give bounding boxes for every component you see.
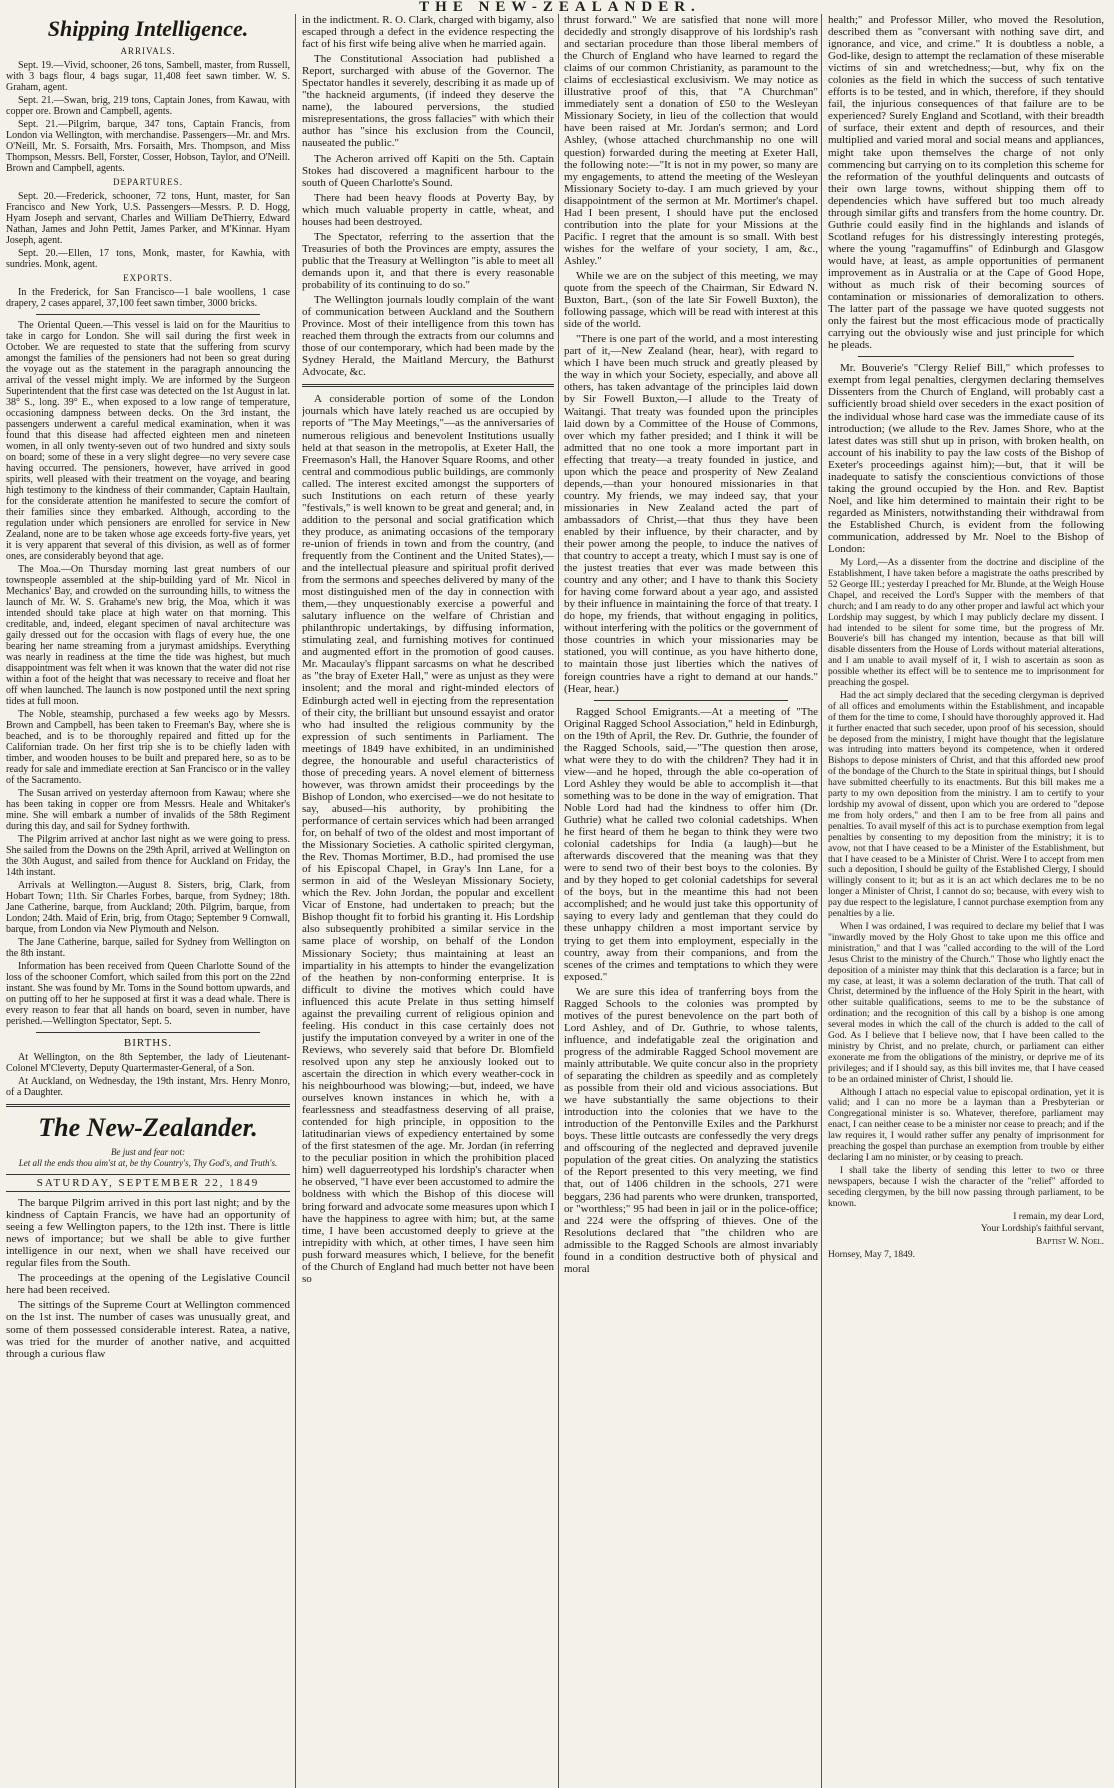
divider — [6, 1104, 290, 1107]
news-item-susan: The Susan arrived on yesterday afternoon from Kawau; where she has been taking in copper ore from Messrs. Heale and Whitaker's mine. She will embark a number of invalids of the 58th Regiment during this day, and sail for Sydney forthwith. — [6, 788, 290, 832]
letter-paragraph: Although I attach no especial value to episcopal ordination, yet it is valid; and I can no more be a layman than a Presbyterian or Congregational minister is so. Whatever, therefore, parliament may enact, I can neither cease to be a minister nor cease to preach; and if the law requires it, I would rather suffer any penalty of imprisonment for preaching the gospel than purchase an exemption from trouble by either declaring I am no minister, or by ceasing to preach. — [828, 1087, 1104, 1163]
page-header: THE NEW-ZEALANDER. — [419, 0, 701, 14]
letter-body — [828, 558, 1104, 1261]
letter-closing: Your Lordship's faithful servant, — [980, 1224, 1104, 1235]
article-paragraph: health;" and Professor Miller, who moved the Resolution, described them as "conversant with nothing save dirt, and ignorance, and vice, and crime." It is doubtless a noble, a God-like, design to attempt the reclamation of these miserable victims of sin and wretchedness;—but, why fix on the colonies as the field in which the success of such tentative efforts is to be tested, and in which, therefore, if they should fail, the injurious consequences of that failure are to be experienced? Surely England and Scotland, with their breadth of surface, their extent and depth of resources, and their multiplied and varied moral and social means and appliances, might take upon themselves the charge of not only commencing but carrying on to its completion this scheme for the reformation of the youthful delinquents and outcasts of their own large towns, without shipping them off to dependencies which have suffered but too much already through similar gifts and transfers from the home country. Dr. Guthrie could easily find in the highlands and islands of Scotland refuges for his distressingly interesting protegés, where the young "ragamuffins" of Edinburgh and Glasgow would have, at least, as ample opportunities of permanent improvement as in Australia or at the Cape of Good Hope, without as much risk of their becoming sources of contamination or missionaries of demoralization to others. The latter part of the passage we have quoted suggests not only the fairest but the most efficacious mode of practically carrying out the obviously wise and just principle for which he pleads. — [828, 14, 1104, 352]
divider — [36, 314, 260, 315]
editorial-paragraph: The sittings of the Supreme Court at Wellington commenced on the 1st inst. The number of cases was unusually great, and some of them possessed considerable interest. Ratea, a native, was tried for the murder of another native, and acquitted through a curious flaw — [6, 1299, 290, 1360]
article-may-meetings: A considerable portion of some of the London journals which have lately reached us are occupied by reports of "The May Meetings,"—as the anniversaries of numerous religious and benevolent Institutions usually held at that season in the metropolis, at Exeter Hall, the Freemason's Hall, the Hanover Square Rooms, and other central and commodious public buildings, are commonly called. The interest excited amongst the supporters of such Institutions on each return of these yearly "festivals," is well known to be great and general; and, in addition to the personal and social gratification which they produce, as animating occasions of the temporary re-union of friends in town and from the country, (and frequently from the Continent and the United States),—and the intellectual pleasure and spiritual profit derived from the sermons and speeches delivered by many of the most distinguished men of the day in connection with them,—they unquestionably exercise a powerful and salutary influence on the welfare of Christian and philanthropic undertakings, by diffusing information, stimulating zeal, and furnishing motives for continued and augmented effort in the promotion of good causes. Mr. Macaulay's flippant sarcasms on what he described as "the bray of Exeter Hall," were as unjust as they were insolent; and the moral and right-minded electors of Edinburgh acted well in ejecting from the representation of their city, the brilliant but unsound essayist and orator who had insulted the religious community by the expression of such sentiments in Parliament. The meetings of 1849 have exhibited, in an undiminished degree, the honourable and useful characteristics of those of preceding years. A novel element of bitterness however, was thrown amidst their proceedings by the Bishop of London, who exercised—we do not hesitate to say, abused—his authority, by prohibiting the performance of certain services which had been arranged for, on behalf of two of the oldest and most important of the Missionary Societies. A catholic spirited clergyman, the Rev. Thomas Mortimer, B.D., had promised the use of his Episcopal Chapel, in Gray's Inn Lane, for a sermon in aid of the Wesleyan Missionary Society, which the Rev. John Jordan, the popular and excellent Vicar of Enstone, had undertaken to preach; but the Bishop thought fit to forbid his granting it. His Lordship also subsequently prohibited a similar service in the same place of worship, on behalf of the London Missionary Society; thus maintaining at least an impartiality in his attempts to hinder the evangelization of the heathen by non-conforming enterprise. It is difficult to divine the motives which could have influenced this acute Prelate in thus setting himself against the prevailing current of religious opinion and feeling. His conduct in this case certainly does not justify the imputation conveyed by a writer in one of the Reviews, who severely said that before Dr. Blomfield resolved upon any step he anxiously looked out to ascertain the direction in which every weather-cock in his neighbourhood was blowing;—but, indeed, we have ourselves known instances in which he, with a fearlessness and steadfastness deserving of all praise, contended for high principle, in opposition to the latitudinarian views of expediency entertained by some of the first statesmen of the age. Mr. Jordan (in referring to the peculiar position in which the prohibition placed him) well daguerreotyped his lordship's character when he observed, "I have ever been accustomed to admire the boldness with which the Bishop of this diocese will bring forward and advocate some measures upon which I have the happiness to agree with him; but, at the same time, I have been accustomed deeply to grieve at the intrepidity with which, at other times, I have seen him push forward measures which, I believe, for the benefit of the Church of England had much better not have been so — [302, 393, 554, 1285]
article-paragraph: The Spectator, referring to the assertion that the Treasuries of both the Provinces are empty, assures the public that the Treasury at Wellington "is able to meet all demands upon it, and that there is every reasonable probability of its continuing to do so." — [302, 230, 554, 291]
letter-signature: Baptist W. Noel. — [1036, 1237, 1104, 1248]
departures-heading: DEPARTURES. — [113, 177, 183, 187]
dateline: SATURDAY, SEPTEMBER 22, 1849 — [6, 1174, 290, 1192]
article-clergy-relief: Mr. Bouverie's "Clergy Relief Bill," which professes to exempt from legal penalties, clergymen declaring themselves Dissenters from the Church of England, will probably cast a sufficiently broad shield over seceders in the exact position of the individual whose hard case was the immediate cause of its introduction; (we allude to the Rev. James Shore, who at the latest dates was still shut up in prison, with broken health, on account of his inability to pay the law costs of the Bishop of Exeter's proceedings against him);—but, that it will be inadequate to satisfy the conscientious convictions of those taking the ground occupied by the Hon. and Rev. Baptist Noel, and like him determined to maintain their right to be regarded as Ministers, notwithstanding their withdrawal from the Established Church, is evident from the following communication, addressed by Mr. Noel to the Bishop of London: — [828, 362, 1104, 556]
article-paragraph: While we are on the subject of this meeting, we may quote from the speech of the Chairman, Sir Edward N. Buxton, Bart., (son of the late Sir Fowell Buxton), the following passage, which will be read with interest at this side of the world. — [564, 269, 818, 331]
article-paragraph: The Acheron arrived off Kapiti on the 5th. Captain Stokes had discovered a magnificent harbour to the south of Queen Charlotte's Sound. — [302, 152, 554, 189]
article-ragged-school: Ragged School Emigrants.—At a meeting of "The Original Ragged School Association," held in Edinburgh, on the 19th of April, the Rev. Dr. Guthrie, the founder of the Ragged Schools, said,—"The question then arose, what were they to do with the children? They had it in view—and he hoped, through the able co-operation of Lord Ashley they would be able to accomplish it—that something was to be done in the way of emigration. That Noble Lord had had the kindness to offer him (Dr. Guthrie) what he called two colonial cadetships. When he first heard of them he began to think they were two colonial cadetships for India (a laugh)—but he afterwards discovered that the meaning was that they were to send two of their best boys to the colonies. By and by they hoped to get colonial cadetships for several of the boys, but in the meantime this had not been accomplished; and he would just take this opportunity of saying to every lady and gentleman that they could do these unhappy children a most important service by trying to get them into employment, especially in the country, away from their companions, and from the scenes of the crimes and temptations to which they were exposed." — [564, 705, 818, 983]
letter-paragraph: My Lord,—As a dissenter from the doctrine and discipline of the Establishment, I have taken before a magistrate the oaths prescribed by 52 George III.; yesterday I preached for Mr. Blunde, at the Weigh House Chapel, and received the Lord's Supper with the members of that church; and I am ready to do any other proper and lawful act which your Lordship may suggest, by which I may publicly declare my dissent. I had intended to be silent for some time, but the progress of Mr. Bouverie's bill has changed my intention, because as that bill will disable dissenters from the House of Lords without material alterations, and I am unable to avail myself of it, I wish to ascertain as soon as possible whether its effect will be to sentence me to imprisonment for preaching the gospel. — [828, 558, 1104, 689]
column-rule — [295, 14, 296, 1788]
divider — [36, 1032, 260, 1033]
arrival-entry: Sept. 19.—Vivid, schooner, 26 tons, Sambell, master, from Russell, with 3 bags flour, 4 bags sugar, 11,408 feet sawn timber. W. S. Graham, agent. — [6, 60, 290, 93]
article-quote: "There is one part of the world, and a most interesting part of it,—New Zealand (hear, hear), with regard to which I have been much struck and greatly pleased by the way in which your Society, especially, and above all others, has taken advantage of the principles laid down by Sir Fowell Buxton,—I allude to the Treaty of Waitangi. That treaty was founded upon the principles laid down by a Committee of the House of Commons, over which my father presided; and I think it will be admitted that no one took a more important part in effecting that treaty—a treaty founded in justice, and upon which the peace and prosperity of New Zealand depends,—than your honoured missionaries in that country. My friends, we may indeed say, that your missionaries in New Zealand acted the part of ambassadors of Christ,—that thus they have been enabled by their influence, by their character, and by their power among the people, to induce the natives of that country to accept a treaty, which I must say is one of the justest treaties that ever was made between this country and any other; and I have to thank this Society for having come forward about a year ago, and assisted by their influence in maintaining the force of that treaty. I do hope, my friends, that without engaging in politics, without interfering with the politics or the government of those countries in which your missionaries may be stationed, you will continue, as you have hitherto done, to maintain those just liberties which the natives of foreign countries have a right to demand at our hands." (Hear, hear.) — [564, 333, 818, 695]
letter-paragraph: Had the act simply declared that the seceding clergyman is deprived of all offices and emoluments within the Establishment, and incapable of them for the time to come, I should have thoroughly approved it. Had it further enacted that such seceder, upon proof of his secession, should be deposed from the ministry, I might have thought that the legislature was intruding into matters beyond its competence, when it ordered Bishops to depose ministers of Christ, and that this afforded new proof of the bondage of the Church to the State in spiritual things, but I should have submitted cheerfully to its enactments. But this bill makes me a party to my own deposition from the ministry. I am to certify to your lordship my avowal of dissent, upon which you are ordered to "depose me from holy orders," and then I am to be free from all pains and penalties. To avail myself of this act is to purchase exemption from legal penalties by consenting to my deposition from the ministry; it is to avow, not that I have ceased to be a Minister of the Establishment, but that I have ceased to be a Minister of Christ. Were I to accept from men such a deposition, I should be guilty of the Established Clergy, I should willingly consent to it; but as it is an act which declares me to be no longer a Minister of Christ, I cannot do so; because, with every wish to pay due respect to the legislature, I cannot purchase exemption from any penalties by a lie. — [828, 690, 1104, 920]
news-item-comfort-loss: Information has been received from Queen Charlotte Sound of the loss of the schooner Comfort, which sailed from this port on the 22nd instant. She was found by Mr. Toms in the Sound bottom upwards, and on putting off to her he supposed at first it was a dead whale. There is every reason to fear that all hands on board, seven in number, have perished.—Wellington Spectator, Sept. 5. — [6, 961, 290, 1027]
letter-paragraph: When I was ordained, I was required to declare my belief that I was "inwardly moved by the Holy Ghost to take upon me this office and ministration," and that I was "called according to the will of the Lord Jesus Christ to the ministry of the Church." Those who lightly enact the deposition of a minister may think that this declaration is a farce; but in my case, at least, it was a solemn declaration of the truth. That call of Christ, determined by the influence of the Holy Spirit in the heart, with other suitable qualifications, seems to me to be the substance of ordination; and the recognition of this call by a bishop is one among several modes in which the call of the church is added to the call of God. As I believe that I believe now, that I have been called to the ministry by Christ, and no prelate, church, or parliament can either exonerate me from the obligations of the ministry, or deprive me of its privileges; and if I should say, as this bill invites me, that I have ceased to be an ordained minister of Christ, I should lie. — [828, 921, 1104, 1085]
column-1 — [6, 14, 290, 1363]
motto-line: Be just and fear not: — [111, 1147, 185, 1157]
letter-paragraph: I shall take the liberty of sending this letter to two or three newspapers, because I wish the character of the "relief" afforded to seceding clergymen, by the bill now passing through parliament, to be known. — [828, 1165, 1104, 1209]
departure-entry: Sept. 20.—Frederick, schooner, 72 tons, Hunt, master, for San Francisco and New York, U.S. Passengers—Messrs. P. D. Hogg, Hyam Joseph and servant, Charles and William DeThierry, Edward Nathan, James and John Pettit, James Parker, and M'Kinnar. Hyam Joseph, agent. — [6, 191, 290, 246]
exports-heading: EXPORTS. — [123, 273, 173, 283]
editorial-paragraph: The proceedings at the opening of the Legislative Council here had been received. — [6, 1272, 290, 1297]
shipping-section — [6, 46, 290, 1098]
birth-entry: At Wellington, on the 8th September, the lady of Lieutenant-Colonel M'Cleverty, Deputy Quartermaster-General, of a Son. — [6, 1052, 290, 1074]
letter-closing: I remain, my dear Lord, — [1013, 1211, 1104, 1222]
news-item-jane-catherine: The Jane Catherine, barque, sailed for Sydney from Wellington on the 8th instant. — [6, 937, 290, 959]
news-item-pilgrim: The Pilgrim arrived at anchor last night as we were going to press. She sailed from the Downs on the 29th April, arrived at Wellington on the 30th August, and sailed from thence for Auckland on Friday, the 14th instant. — [6, 834, 290, 878]
birth-entry: At Auckland, on Wednesday, the 19th instant, Mrs. Henry Monro, of a Daughter. — [6, 1076, 290, 1098]
letter-date: Hornsey, May 7, 1849. — [828, 1250, 915, 1261]
news-item-moa: The Moa.—On Thursday morning last great numbers of our townspeople assembled at the ship-building yard of Mr. Nicol in Mechanics' Bay, and crowded on the surrounding hills, to witness the launch of Mr. W. S. Grahame's new brig, the Moa, which it was intended should take place at high water on that morning. This creditable, and, indeed, elegant specimen of naval architecture was gaily dressed out for the occasion with flags of every hue, the one bearing her name streaming from a jurymast amidships. Everything was nearly in readiness at the time the tide was highest, but much disappointment was felt when it was known that the water did not rise within a foot of the height that was necessary to receive and float her off when launched. The launch is now postponed until the next spring tides at full moon. — [6, 564, 290, 707]
divider — [858, 356, 1074, 357]
column-2 — [302, 14, 554, 1288]
article-paragraph: The Wellington journals loudly complain of the want of communication between Auckland and the Southern Province. Most of their intelligence from this town has reached them through the extracts from our columns and those of our contemporary, which had been made by the Sydney Herald, the Maitland Mercury, the Bathurst Advocate, &c. — [302, 294, 554, 379]
exports-entry: In the Frederick, for San Francisco—1 bale woollens, 1 case drapery, 2 cases apparel, 37,100 feet sawn timber, 3000 bricks. — [6, 287, 290, 309]
article-paragraph: The Constitutional Association had published a Report, surcharged with abuse of the Governor. The Spectator handles it severely, describing it as made up of "the hackneid arguments, (if indeed they deserve the name), the laboured perversions, the studied misrepresentations, the gross fallacies" with which their author has "since his exclusion from the Council, nauseated the public." — [302, 53, 554, 150]
departure-entry: Sept. 20.—Ellen, 17 tons, Monk, master, for Kawhia, with sundries. Monk, agent. — [6, 248, 290, 270]
article-paragraph: There had been heavy floods at Poverty Bay, by which much valuable property in cattle, wheat, and houses had been destroyed. — [302, 191, 554, 228]
shipping-heading: Shipping Intelligence. — [47, 16, 249, 41]
column-4 — [828, 14, 1104, 1263]
arrivals-heading: ARRIVALS. — [120, 46, 176, 56]
arrival-entry: Sept. 21.—Swan, brig, 219 tons, Captain Jones, from Kawau, with copper ore. Brown and Campbell, agents. — [6, 95, 290, 117]
column-rule — [821, 14, 822, 1788]
divider — [594, 700, 788, 701]
column-rule — [558, 14, 559, 1788]
divider — [302, 384, 554, 387]
births-heading: BIRTHS. — [123, 1037, 173, 1049]
article-paragraph: in the indictment. R. O. Clark, charged with bigamy, also escaped through a defect in the evidence respecting the fact of his first wife being alive when he married again. — [302, 14, 554, 51]
arrival-entry: Sept. 21.—Pilgrim, barque, 347 tons, Captain Francis, from London via Wellington, with merchandise. Passengers—Mr. and Mrs. O'Neill, Mr. S. Forsaith, Mrs. Forsaith, Mrs. Thompson, and Miss Thompson, Messrs. Bell, Forster, Cosser, Hobson, Taylor, and O'Neill. Brown and Campbell, agents. — [6, 119, 290, 174]
motto-line: Let all the ends thou aim'st at, be thy Country's, Thy God's, and Truth's. — [18, 1158, 278, 1168]
column-3 — [564, 14, 818, 1278]
news-item-noble: The Noble, steamship, purchased a few weeks ago by Messrs. Brown and Campbell, has been taken to Freeman's Bay, where she is beached, and is to be thoroughly repaired and fitted up for the Californian trade. On her first trip she is to be chiefly laden with timber, and wooden houses to be built and prepared here, so as to be ready for sale and immediate erection at San Francisco or in the valley of the Sacramento. — [6, 709, 290, 786]
news-item-oriental-queen: The Oriental Queen.—This vessel is laid on for the Mauritius to take in cargo for London. She will sail during the first week in October. We are requested to state that the suffering from scurvy amongst the families of the pensioners had not been so great during the voyage out as the statement in the paragraph announcing the arrival of the vessel might imply. We are informed by the Surgeon Superintendent that the first case was detected on the 1st August in lat. 38° S., long. 39° E., when exposed to a low range of temperature, occasioning dampness between decks. On the 3rd instant, the passengers underwent a careful medical examination, when it was found that this disease had affected eighteen men and nineteen women, in all only twenty-seven out of two hundred and sixty souls on board; some of these in a very slight degree—no very severe case having occurred. The pensioners, however, have arrived in good spirits, well pleased with their treatment on the voyage, and bearing high testimony to the kindness of their commander, Captain Haultain, for the considerate attention he manifested to secure the comfort of their families since they embarked. Although, according to the regulation under which pensioners are enrolled for service in New Zealand, none are to be taken whose age exceeds forty-five years, yet it is very apparent that several of this division, as well as of former ones, are considerably beyond that age. — [6, 320, 290, 562]
article-paragraph: We are sure this idea of tranferring boys from the Ragged Schools to the colonies was prompted by motives of the purest benevolence on the part both of Lord Ashley, and of Dr. Guthrie, to whose talents, influence, and indefatigable zeal the origination and progress of the admirable Ragged School movement are mainly attributable. We quite concur also in the propriety of separating the children as speedily and as completely as possible from their old and vicious associations. But we have substantially the same objections to their introduction into the colonies that we have to the introduction of the Pentonville Exiles and the Parkhurst boys. These little outcasts are confessedly the very dregs and offscouring of the neglected and depraved juvenile population of the great cities. On analyzing the statistics of the Report presented to this very meeting, we find that, out of 1406 children in the schools, 271 were beggars, 236 had parents who were drunken, transported, or "worthless;" 95 had been in jail or in the police-office; and 224 were the offspring of thieves. One of the Resolutions declared that "the children who are admissible to the Ragged Schools are almost invariably found in a condition destructive both of physical and moral — [564, 985, 818, 1275]
editorial-paragraph: The barque Pilgrim arrived in this port last night; and by the kindness of Captain Francis, we have had an opportunity of seeing a few Wellington papers, to the 12th inst. There is little news of importance; but we shall be able to give further intelligence in our next, when we shall have received our regular files from the South. — [6, 1197, 290, 1270]
paper-title: The New-Zealander. — [38, 1113, 258, 1142]
news-item-arrivals-wellington: Arrivals at Wellington.—August 8. Sisters, brig, Clark, from Hobart Town; 11th. Sir Charles Forbes, barque, from Sydney; 18th. Jane Catherine, barque, from Auckland; 20th. Pilgrim, barque, from London; 24th. Maid of Erin, brig, from Otago; September 9 Cornwall, barque, from London via New Plymouth and Nelson. — [6, 880, 290, 935]
article-paragraph: thrust forward." We are satisfied that none will more decidedly and strongly disapprove of his lordship's rash and sectarian procedure than those liberal members of the Church of England who have learned to regard the claims of our common Christianity, as paramount to the claims of ecclesiastical exclusivism. We may notice as illustrative proof of this, that "A Churchman" immediately sent a donation of £50 to the Wesleyan Missionary Society, in lieu of the collection that would have been raised at Mr. Jordan's sermon; and Lord Ashley, (whose attached churchmanship no one will question) forwarded during the meeting at Exeter Hall, the following note:—"It is not in my power, so many are my engagements, to attend the meeting of the Wesleyan Missionary Society to-day. I am much grieved by your disappointment of the sermon at Mr. Mortimer's chapel. Had I been present, I should have put the enclosed contribution into the plate for your Missions at the Pacific. I regret that the amount is so small. With best wishes for the welfare of your society, I am, &c., Ashley." — [564, 14, 818, 267]
